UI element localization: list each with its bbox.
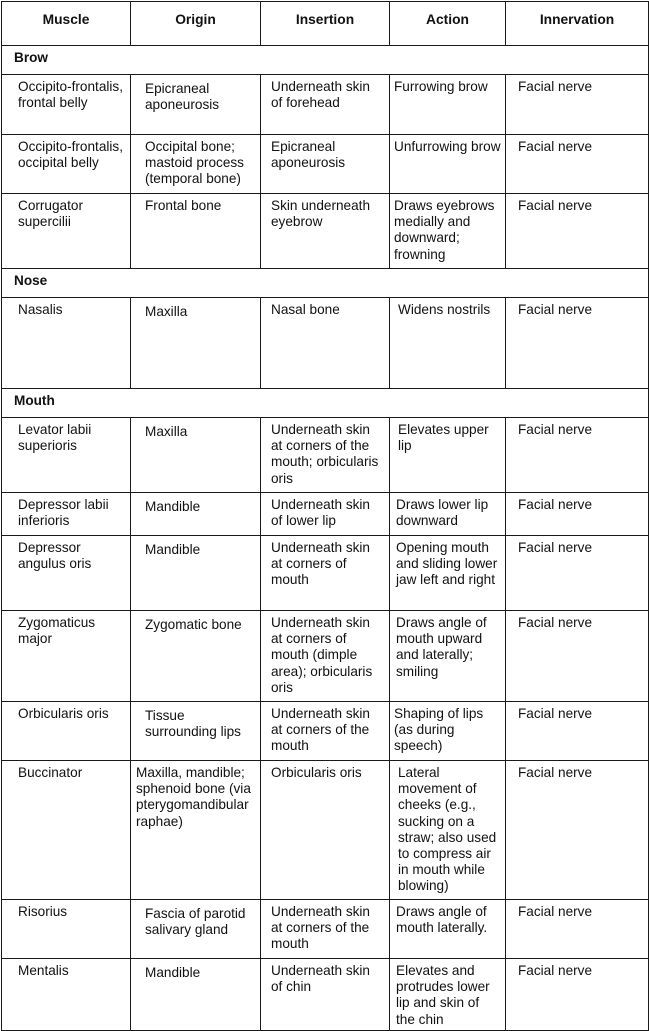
origin-cell: Tissue surrounding lips [131,702,261,761]
section-title-brow: Brow [2,46,649,75]
header-origin: Origin [131,2,261,46]
innervation-cell: Facial nerve [506,418,649,493]
muscle-cell: Corrugator supercilii [2,194,131,269]
muscle-cell: Occipito-frontalis, occipital belly [2,135,131,194]
insertion-cell: Orbicularis oris [261,761,390,900]
origin-cell: Mandible [131,959,261,1031]
muscle-cell: Levator labii superioris [2,418,131,493]
origin-cell: Mandible [131,536,261,611]
action-cell: Elevates upper lip [390,418,506,493]
muscle-cell: Depressor labii inferioris [2,493,131,536]
origin-cell: Maxilla, mandible; sphenoid bone (via pterygomandibular raphae) [131,761,261,900]
header-innervation: Innervation [506,2,649,46]
innervation-cell: Facial nerve [506,194,649,269]
origin-cell: Mandible [131,493,261,536]
action-cell: Widens nostrils [390,298,506,389]
origin-cell: Occipital bone; mastoid process (temporal bone) [131,135,261,194]
origin-cell: Maxilla [131,298,261,389]
innervation-cell: Facial nerve [506,611,649,702]
innervation-cell: Facial nerve [506,761,649,900]
muscle-cell: Zygomaticus major [2,611,131,702]
table-row [2,611,649,702]
innervation-cell: Facial nerve [506,298,649,389]
insertion-cell: Underneath skin of forehead [261,75,390,135]
table-row [2,75,649,135]
muscle-cell: Orbicularis oris [2,702,131,761]
origin-cell: Epicraneal aponeurosis [131,75,261,135]
innervation-cell: Facial nerve [506,959,649,1031]
action-cell: Draws angle of mouth laterally. [390,900,506,959]
insertion-cell: Underneath skin of lower lip [261,493,390,536]
table-row [2,418,649,493]
action-cell: Unfurrowing brow [390,135,506,194]
insertion-cell: Underneath skin at corners of the mouth [261,900,390,959]
muscle-cell: Mentalis [2,959,131,1031]
table-row [2,493,649,536]
action-cell: Elevates and protrudes lower lip and skin of the chin [390,959,506,1031]
section-title-nose: Nose [2,269,649,298]
header-insertion: Insertion [261,2,390,46]
muscle-cell: Occipito-frontalis, frontal belly [2,75,131,135]
insertion-cell: Underneath skin at corners of the mouth; orbicularis oris [261,418,390,493]
section-title-mouth: Mouth [2,389,649,418]
insertion-cell: Underneath skin at corners of the mouth [261,702,390,761]
insertion-cell: Underneath skin at corners of mouth (dimple area); orbicularis oris [261,611,390,702]
action-cell: Opening mouth and sliding lower jaw left and right [390,536,506,611]
action-cell: Draws angle of mouth upward and laterally; smiling [390,611,506,702]
table-row [2,900,649,959]
action-cell: Lateral movement of cheeks (e.g., sucking on a straw; also used to compress air in mouth while blowing) [390,761,506,900]
table-row [2,298,649,389]
origin-cell: Maxilla [131,418,261,493]
header-muscle: Muscle [2,2,131,46]
innervation-cell: Facial nerve [506,75,649,135]
insertion-cell: Underneath skin of chin [261,959,390,1031]
header-row [2,2,649,46]
insertion-cell: Underneath skin at corners of mouth [261,536,390,611]
innervation-cell: Facial nerve [506,536,649,611]
insertion-cell: Nasal bone [261,298,390,389]
muscle-cell: Buccinator [2,761,131,900]
muscle-table [1,1,649,1031]
innervation-cell: Facial nerve [506,900,649,959]
table-row [2,135,649,194]
table-row [2,959,649,1031]
innervation-cell: Facial nerve [506,493,649,536]
muscle-cell: Depressor angulus oris [2,536,131,611]
action-cell: Shaping of lips (as during speech) [390,702,506,761]
table-row [2,536,649,611]
insertion-cell: Epicraneal aponeurosis [261,135,390,194]
section-row-mouth [2,389,649,418]
muscle-cell: Nasalis [2,298,131,389]
muscle-cell: Risorius [2,900,131,959]
origin-cell: Zygomatic bone [131,611,261,702]
header-action: Action [390,2,506,46]
innervation-cell: Facial nerve [506,135,649,194]
action-cell: Furrowing brow [390,75,506,135]
table-row [2,194,649,269]
table-row [2,702,649,761]
origin-cell: Fascia of parotid salivary gland [131,900,261,959]
insertion-cell: Skin underneath eyebrow [261,194,390,269]
action-cell: Draws eyebrows medially and downward; frowning [390,194,506,269]
section-row-nose [2,269,649,298]
section-row-brow [2,46,649,75]
innervation-cell: Facial nerve [506,702,649,761]
table-row [2,761,649,900]
action-cell: Draws lower lip downward [390,493,506,536]
origin-cell: Frontal bone [131,194,261,269]
